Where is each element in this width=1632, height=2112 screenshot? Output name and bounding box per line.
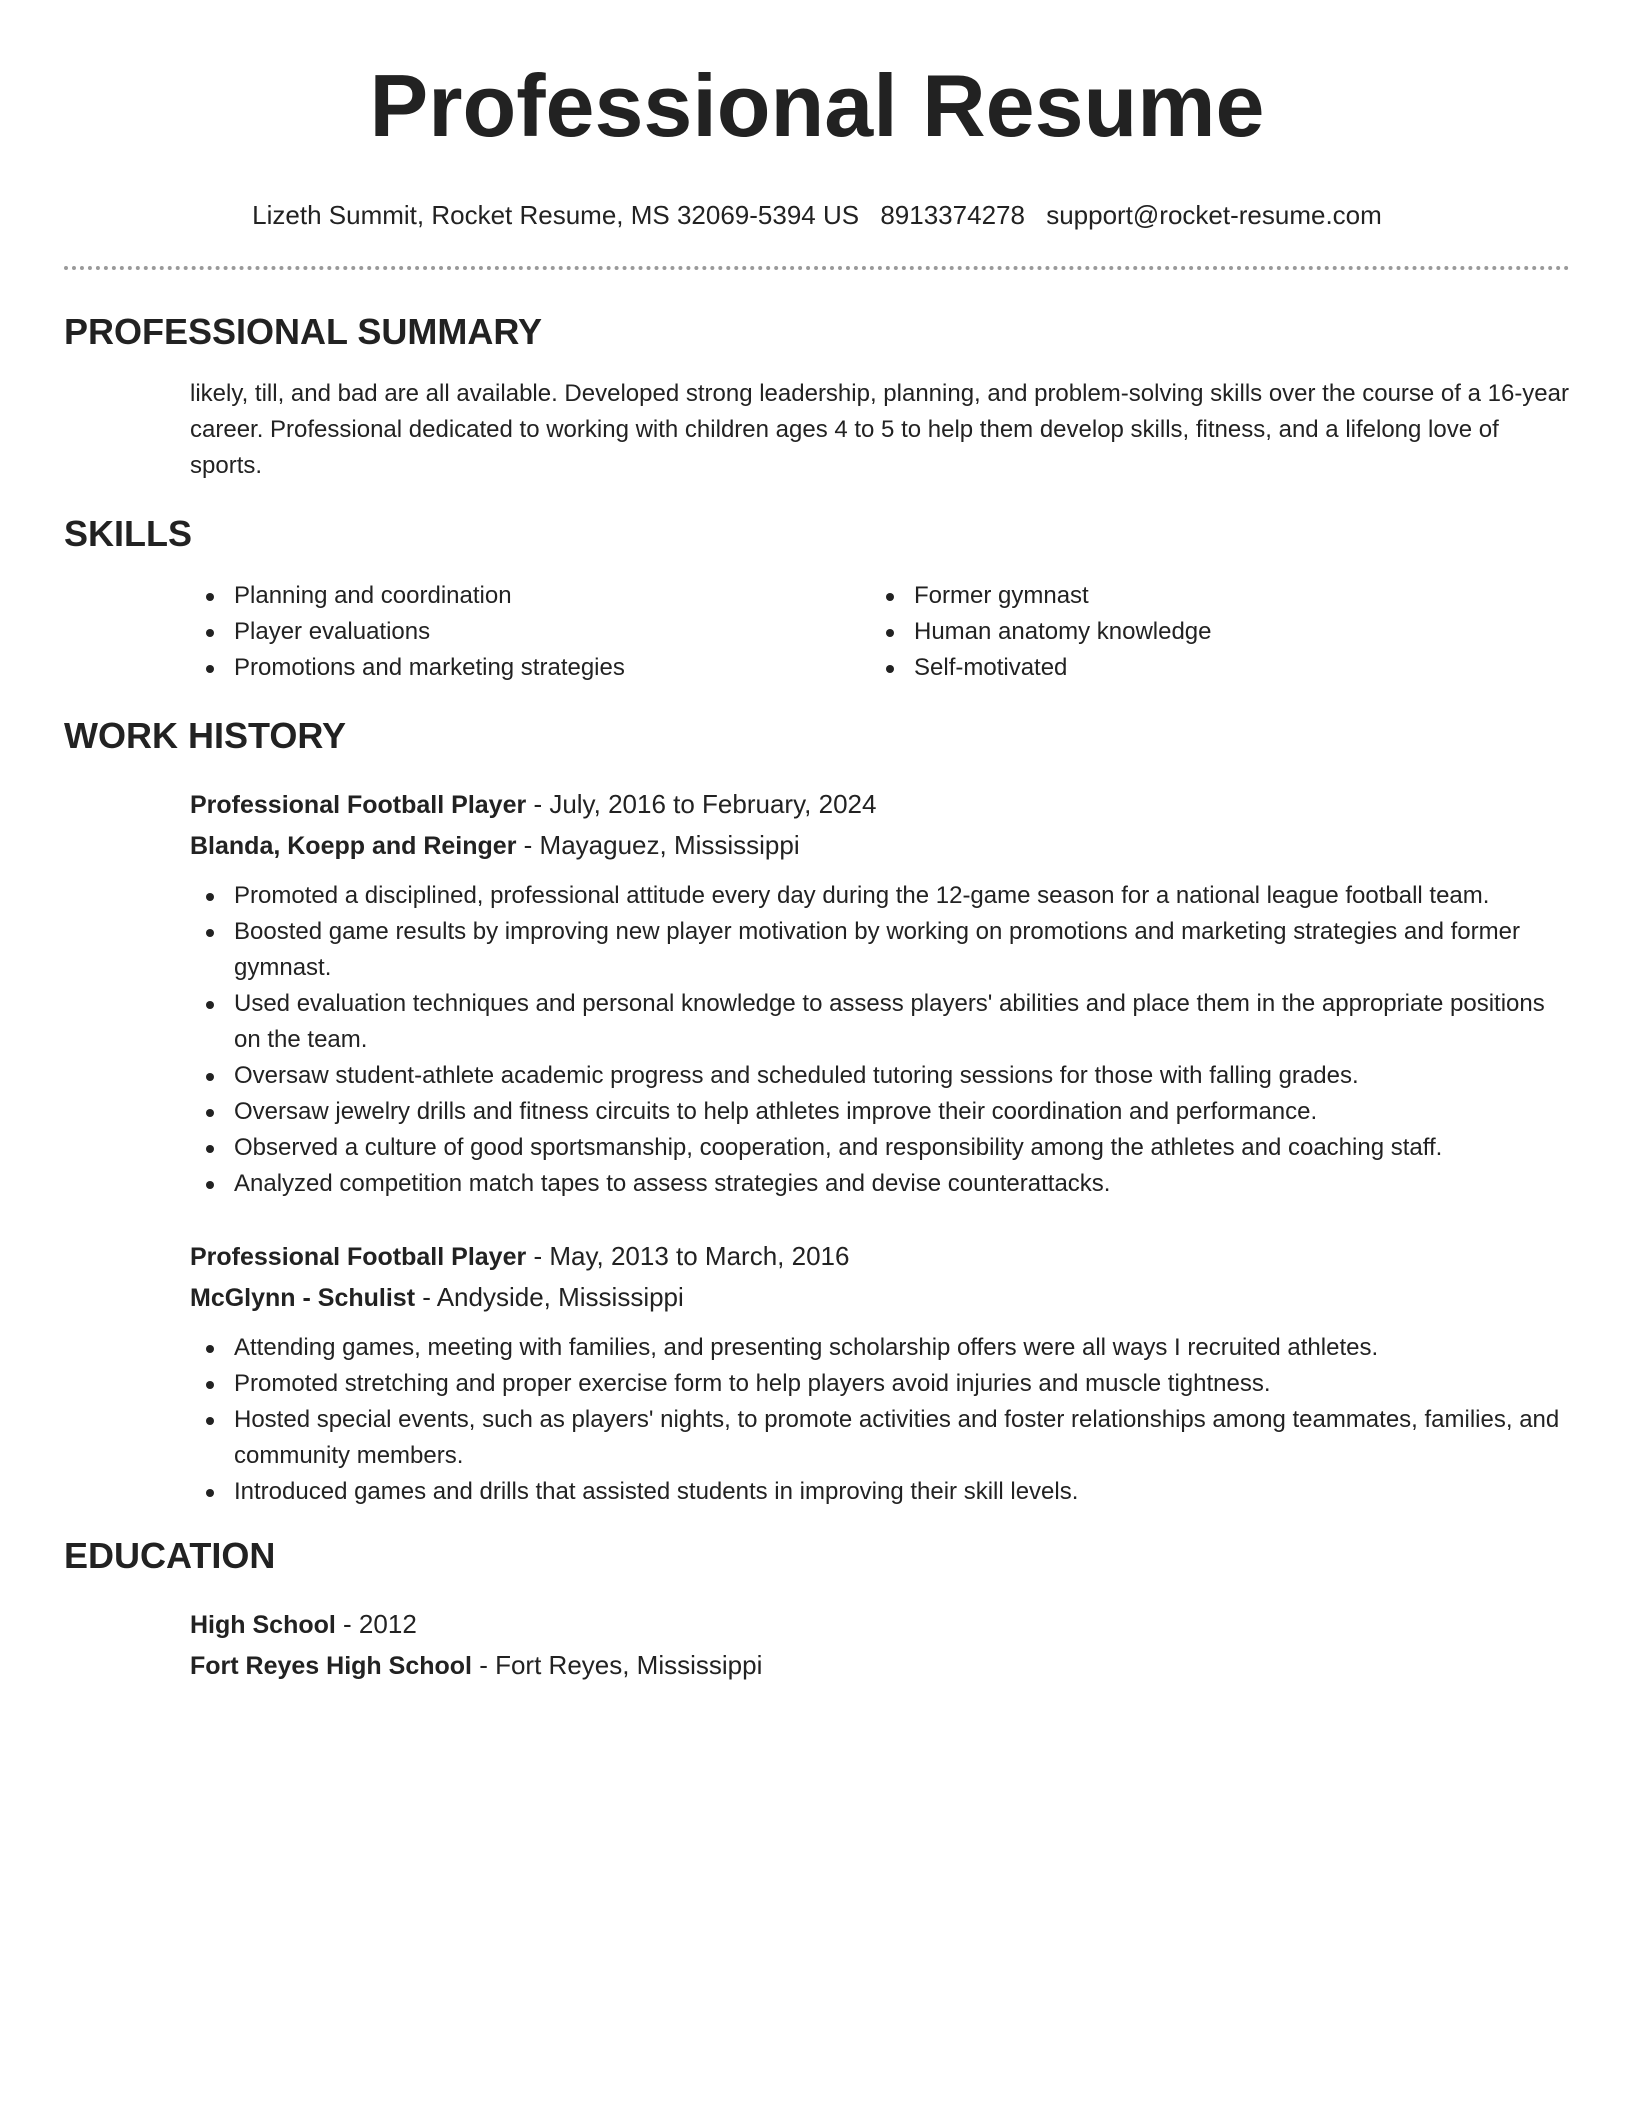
job-bullet: Oversaw student-athlete academic progress and scheduled tutoring sessions for those with falling grades. [190, 1058, 1570, 1094]
education-degree-line [190, 1604, 1570, 1645]
job-bullet: Boosted game results by improving new player motivation by working on promotions and marketing strategies and former gymnast. [190, 914, 1570, 986]
page-title: Professional Resume [369, 56, 1265, 155]
job-company-line [190, 825, 1570, 866]
skills-column-left [190, 578, 870, 686]
resume-page [64, 0, 1570, 1686]
skills-heading: SKILLS [64, 513, 193, 554]
job-bullet: Oversaw jewelry drills and fitness circuits to help athletes improve their coordination and performance. [190, 1094, 1570, 1130]
job-dates: - July, 2016 to February, 2024 [526, 789, 877, 819]
job-location: - Mayaguez, Mississippi [516, 830, 800, 860]
job-location: - Andyside, Mississippi [415, 1282, 684, 1312]
skills-section [64, 512, 1570, 686]
job-title-line [190, 1236, 1570, 1277]
job-company-line [190, 1277, 1570, 1318]
job-bullet: Observed a culture of good sportsmanship, cooperation, and responsibility among the athletes and coaching staff. [190, 1130, 1570, 1166]
skill-item: Planning and coordination [190, 578, 870, 614]
skill-item: Self-motivated [870, 650, 1550, 686]
job-company: Blanda, Koepp and Reinger [190, 832, 517, 860]
job-company: McGlynn - Schulist [190, 1284, 416, 1312]
education-school-line [190, 1645, 1570, 1686]
skill-item: Former gymnast [870, 578, 1550, 614]
education-heading: EDUCATION [64, 1535, 276, 1576]
job-bullet: Introduced games and drills that assisted students in improving their skill levels. [190, 1474, 1570, 1510]
job-bullet: Promoted stretching and proper exercise form to help players avoid injuries and muscle tightness. [190, 1366, 1570, 1402]
job-title: Professional Football Player [190, 1243, 527, 1271]
contact-email: support@rocket-resume.com [1046, 200, 1382, 230]
job-title: Professional Football Player [190, 791, 527, 819]
work-history-section [64, 714, 1570, 1510]
job-entry [190, 1236, 1570, 1510]
job-bullet: Promoted a disciplined, professional attitude every day during the 12-game season for a national league football team. [190, 878, 1570, 914]
skill-item: Player evaluations [190, 614, 870, 650]
summary-text: likely, till, and bad are all available. Developed strong leadership, planning, and problem-solving skills over the course of a 16-year career. Professional dedicated to working with children ages 4 to 5 to help them develop skills, fitness, and a lifelong love of sports. [190, 380, 1569, 479]
skills-column-right [870, 578, 1550, 686]
education-year: - 2012 [335, 1609, 417, 1639]
summary-heading: PROFESSIONAL SUMMARY [64, 311, 543, 352]
skills-grid [190, 578, 1570, 686]
summary-section [64, 310, 1570, 484]
education-section [64, 1534, 1570, 1686]
contact-phone: 8913374278 [880, 200, 1025, 230]
job-bullet: Attending games, meeting with families, and presenting scholarship offers were all ways I recruited athletes. [190, 1330, 1570, 1366]
skill-item: Human anatomy knowledge [870, 614, 1550, 650]
header-divider [64, 266, 1570, 270]
skill-item: Promotions and marketing strategies [190, 650, 870, 686]
job-bullet: Hosted special events, such as players' nights, to promote activities and foster relationships among teammates, families, and community members. [190, 1402, 1570, 1474]
job-title-line [190, 784, 1570, 825]
work-history-heading: WORK HISTORY [64, 715, 347, 756]
education-entry [190, 1604, 1570, 1686]
job-bullets [190, 1330, 1570, 1510]
job-bullets [190, 878, 1570, 1202]
job-dates: - May, 2013 to March, 2016 [526, 1241, 850, 1271]
contact-line [64, 198, 1570, 232]
education-location: - Fort Reyes, Mississippi [471, 1650, 763, 1680]
education-school: Fort Reyes High School [190, 1652, 472, 1680]
contact-address: Lizeth Summit, Rocket Resume, MS 32069-5394 US [252, 200, 860, 230]
job-bullet: Used evaluation techniques and personal knowledge to assess players' abilities and place them in the appropriate positions on the team. [190, 986, 1570, 1058]
job-entry [190, 784, 1570, 1202]
education-degree: High School [190, 1611, 336, 1639]
job-bullet: Analyzed competition match tapes to assess strategies and devise counterattacks. [190, 1166, 1570, 1202]
